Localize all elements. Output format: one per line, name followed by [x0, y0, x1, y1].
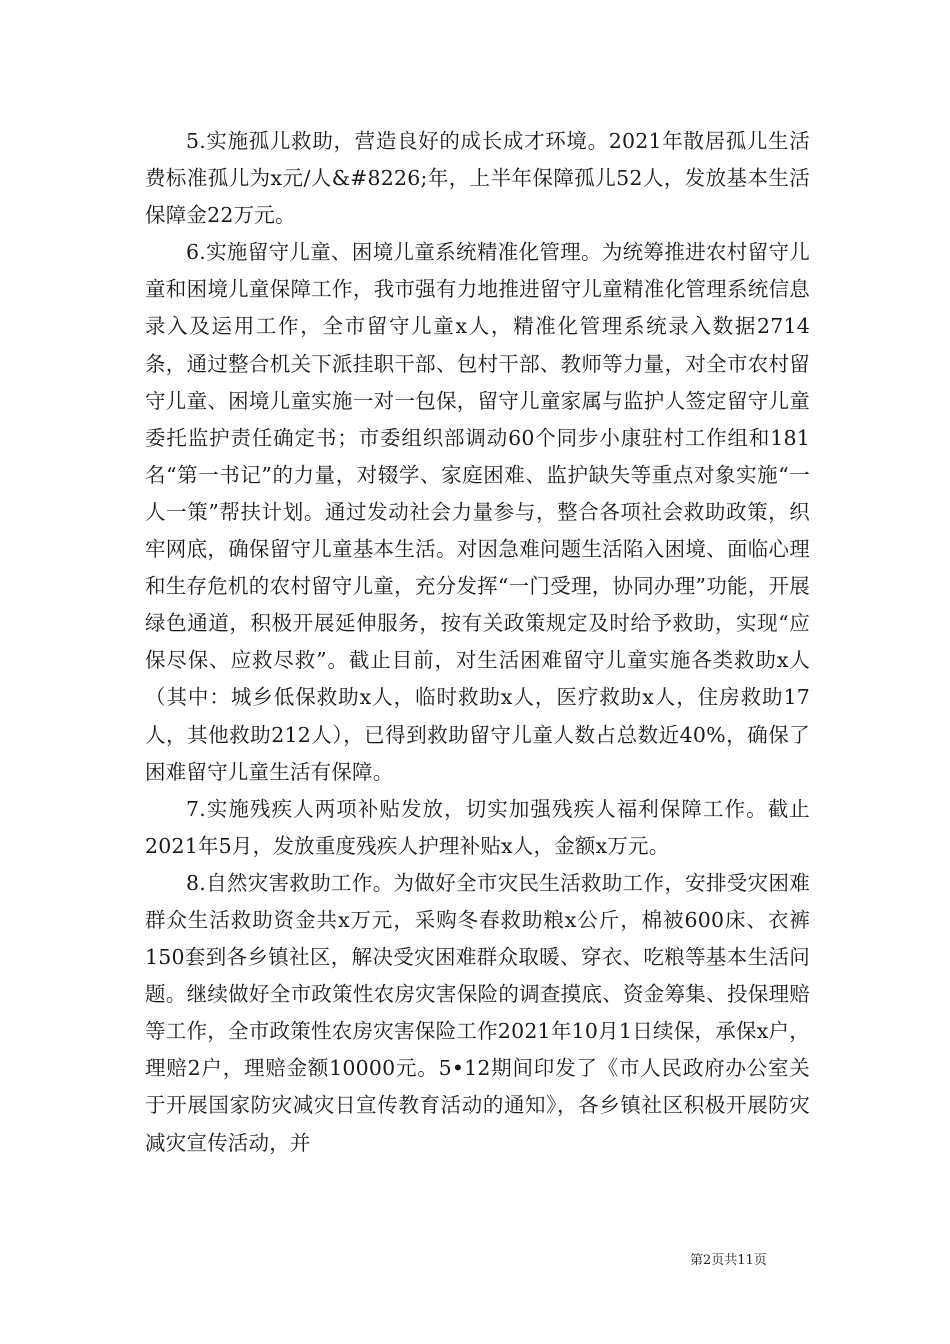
page-number-footer: 第2页共11页	[690, 1253, 767, 1268]
document-body	[145, 123, 810, 1162]
paragraph-left-behind-children: 6.实施留守儿童、困境儿童系统精准化管理。为统筹推进农村留守儿童和困境儿童保障工作，我市强有力地推进留守儿童精准化管理系统信息录入及运用工作，全市留守儿童x人，精准化管理系统录入数据2714条，通过整合机关下派挂职干部、包村干部、教师等力量，对全市农村留守儿童、困境儿童实施一对一包保，留守儿童家属与监护人签定留守儿童委托监护责任确定书；市委组织部调动60个同步小康驻村工作组和181名“第一书记”的力量，对辍学、家庭困难、监护缺失等重点对象实施“一人一策”帮扶计划。通过发动社会力量参与，整合各项社会救助政策，织牢网底，确保留守儿童基本生活。对因急难问题生活陷入困境、面临心理和生存危机的农村留守儿童，充分发挥“一门受理，协同办理”功能，开展绿色通道，积极开展延伸服务，按有关政策规定及时给予救助，实现“应保尽保、应救尽救”。截止目前，对生活困难留守儿童实施各类救助x人（其中：城乡低保救助x人，临时救助x人，医疗救助x人，住房救助17人，其他救助212人），已得到救助留守儿童人数占总数近40%，确保了困难留守儿童生活有保障。	[145, 240, 810, 784]
paragraph-disability-subsidy: 7.实施残疾人两项补贴发放，切实加强残疾人福利保障工作。截止2021年5月，发放重度残疾人护理补贴x人，金额x万元。	[145, 796, 810, 858]
paragraph-orphan-relief: 5.实施孤儿救助，营造良好的成长成才环境。2021年散居孤儿生活费标准孤儿为x元/人&#8226;年，上半年保障孤儿52人，发放基本生活保障金22万元。	[145, 129, 810, 228]
paragraph-disaster-relief: 8.自然灾害救助工作。为做好全市灾民生活救助工作，安排受灾困难群众生活救助资金共x万元，采购冬春救助粮x公斤，棉被600床、衣裤150套到各乡镇社区，解决受灾困难群众取暖、穿衣、吃粮等基本生活问题。继续做好全市政策性农房灾害保险的调查摸底、资金筹集、投保理赔等工作，全市政策性农房灾害保险工作2021年10月1日续保，承保x户，理赔2户，理赔金额10000元。5•12期间印发了《市人民政府办公室关于开展国家防灾减灾日宣传教育活动的通知》，各乡镇社区积极开展防灾减灾宣传活动，并	[145, 870, 810, 1155]
